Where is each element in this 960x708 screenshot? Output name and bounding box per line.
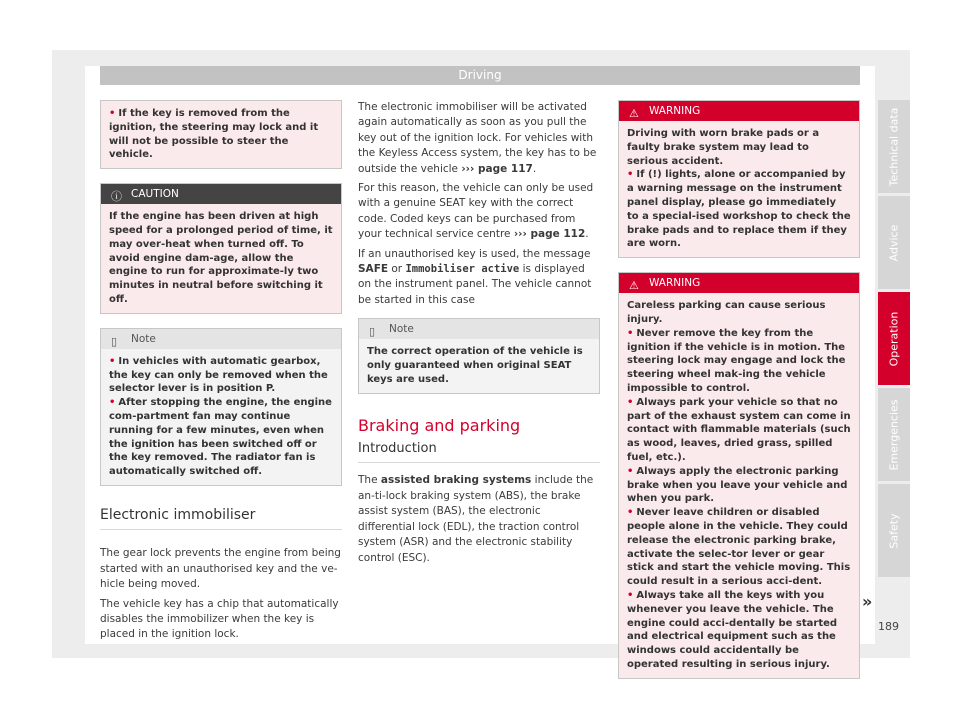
intro-warning-box <box>100 100 342 169</box>
page-link[interactable]: ››› page 117 <box>461 162 533 175</box>
info-circle-icon: ⓘ <box>111 190 122 204</box>
note-title: Note <box>131 332 156 345</box>
tab-technical-data[interactable]: Technical data <box>878 100 910 193</box>
warning-box-1 <box>618 100 860 258</box>
continue-mark: » <box>862 592 873 611</box>
warning-bullet: • Never remove the key from the ignition if the vehicle is in motion. The steering lock may engage and lock the steering wheel mak-ing the vehicle impossible to control. <box>627 327 846 394</box>
bullet-icon: • <box>627 169 634 181</box>
bullet-icon: • <box>109 108 116 119</box>
introduction-subheading: Introduction <box>358 441 600 463</box>
bullet-icon: • <box>109 397 116 409</box>
immobiliser-para-3: The electronic immobiliser will be activated again automatically as soon as you pull the key out of the ignition lock. For vehicles with the Keyless Access system, the key has to be outside the vehicle ››› page 117. <box>358 101 597 175</box>
note-text: The correct operation of the vehicle is only guaranteed when original SEAT keys are used. <box>359 339 599 392</box>
intro-bullet-text: If the key is removed from the ignition, the steering may lock and it will not be possible to steer the vehicle. <box>109 108 319 161</box>
column-2 <box>358 100 600 570</box>
bullet-icon: • <box>627 465 634 477</box>
bullet-icon: • <box>627 507 634 519</box>
warning-lead: Driving with worn brake pads or a faulty brake system may lead to serious accident. <box>627 128 820 167</box>
column-1 <box>100 100 342 647</box>
warning-bullet: • Always apply the electronic parking brake when you leave your vehicle and when you park. <box>627 465 848 505</box>
tab-emergencies[interactable]: Emergencies <box>878 388 910 481</box>
immobiliser-heading: Electronic immobiliser <box>100 508 342 530</box>
immobiliser-para-1: The gear lock prevents the engine from being started with an unauthorised key and the ve-hicle being moved. <box>100 547 341 591</box>
warning-box-2 <box>618 272 860 679</box>
warning-triangle-icon: ⚠ <box>629 279 639 293</box>
tab-advice[interactable]: Advice <box>878 196 910 289</box>
caution-box <box>100 183 342 314</box>
braking-para: The assisted braking systems include the an-ti-lock braking system (ABS), the brake assist system (BAS), the electronic differential lock (EDL), the traction control system (ASR) and the electronic stability control (ESC). <box>358 474 594 564</box>
tab-operation[interactable]: Operation <box>878 292 910 385</box>
immobiliser-para-2: The vehicle key has a chip that automatically disables the immobilizer when the key is placed in the ignition lock. <box>100 597 339 641</box>
tab-safety[interactable]: Safety <box>878 484 910 577</box>
warning-triangle-icon: ⚠ <box>629 107 639 120</box>
warning-title: WARNING <box>649 105 701 117</box>
note-box-2 <box>358 318 600 393</box>
page-link[interactable]: ››› page 112 <box>513 228 586 241</box>
note-bullet: • In vehicles with automatic gearbox, the key can only be removed when the selector lever is in position P. <box>109 355 328 395</box>
brake-warning-icon: (!) <box>647 169 662 181</box>
bullet-icon: • <box>109 355 116 367</box>
bullet-icon: • <box>627 589 634 601</box>
caution-title: CAUTION <box>131 188 179 201</box>
warning-lead: Careless parking can cause serious injury. <box>627 300 826 325</box>
note-icon: ▯ <box>369 325 376 339</box>
bullet-icon: • <box>627 327 634 339</box>
page-number: 189 <box>878 620 899 633</box>
warning-bullet: • Always park your vehicle so that no part of the exhaust system can come in contact with flammable materials (such as wood, leaves, dried grass, spilled fuel, etc.). <box>627 396 851 463</box>
warning-bullet: • Never leave children or disabled people alone in the vehicle. They could release the electronic parking brake, activate the selec-tor lever or gear stick and start the vehicle moving. This could result in a serious acci-dent. <box>627 507 851 588</box>
note-bullet: • After stopping the engine, the engine com-partment fan may continue running for a few minutes, even when the ignition has been switched off or the key removed. The radiator fan is automatically switched off. <box>109 397 332 478</box>
column-3 <box>618 100 860 693</box>
immobiliser-para-4: For this reason, the vehicle can only be used with a genuine SEAT key with the correct code. Coded keys can be purchased from your technical service centre ››› page 112. <box>358 182 594 241</box>
note-box <box>100 328 342 486</box>
warning-bullet: • If (!) lights, alone or accompanied by a warning message on the instrument panel display, please go immediately to a special-ised workshop to check the brake pads and to replace them if they are worn. <box>627 169 851 250</box>
caution-text: If the engine has been driven at high speed for a prolonged period of time, it may over-heat when turned off. To avoid engine dam-age, allow the engine to run for approximate-ly two minutes in neutral before switching it off. <box>101 204 341 313</box>
note-title: Note <box>389 323 414 336</box>
bullet-icon: • <box>627 396 634 408</box>
warning-bullet: • Always take all the keys with you whenever you leave the vehicle. The engine could acci-dentally be started and electrical equipment such as the windows could accidentally be operated resulting in serious injury. <box>627 589 838 670</box>
side-tabs <box>878 100 910 580</box>
section-header: Driving <box>100 66 860 85</box>
braking-heading: Braking and parking <box>358 415 521 435</box>
note-icon: ▯ <box>111 334 118 348</box>
immobiliser-para-5: If an unauthorised key is used, the message SAFE or Immobiliser active is displayed on the instrument panel. The vehicle cannot be started in this case <box>358 247 592 306</box>
warning-title: WARNING <box>649 277 701 290</box>
